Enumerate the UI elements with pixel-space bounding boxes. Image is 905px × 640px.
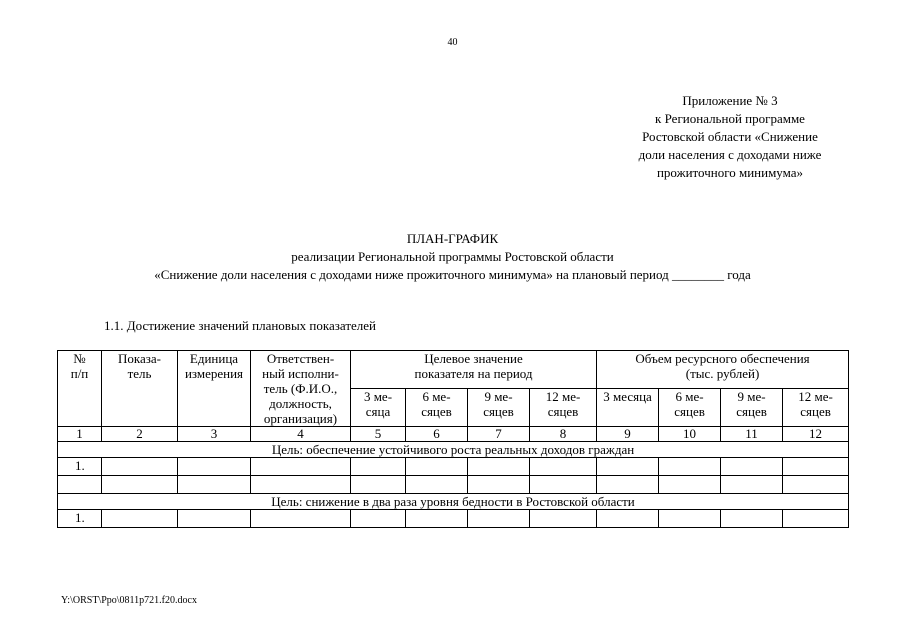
- column-number: 1: [58, 427, 102, 442]
- header-target-group: Целевое значение показателя на период: [351, 351, 597, 389]
- table-cell: [251, 476, 351, 494]
- header-responsible: Ответствен- ный исполни- тель (Ф.И.О., должность, организация): [251, 351, 351, 427]
- table-cell: [351, 510, 406, 528]
- table-cell: [721, 510, 783, 528]
- header-row: [58, 351, 849, 389]
- table-cell: [530, 458, 597, 476]
- header-resource-period: 9 ме- сяцев: [721, 389, 783, 427]
- table-cell: [783, 510, 849, 528]
- table-cell: [530, 510, 597, 528]
- column-number: 5: [351, 427, 406, 442]
- table-cell: [597, 476, 659, 494]
- column-number: 8: [530, 427, 597, 442]
- table-cell: [58, 476, 102, 494]
- header-num: № п/п: [58, 351, 102, 427]
- section-title: 1.1. Достижение значений плановых показателей: [104, 318, 377, 333]
- column-number: 10: [659, 427, 721, 442]
- column-number: 2: [102, 427, 178, 442]
- page-number: 40: [447, 37, 458, 48]
- appendix-line: Ростовской области «Снижение: [642, 129, 818, 144]
- appendix-line: прожиточного минимума»: [656, 165, 804, 180]
- column-number-row: [58, 427, 849, 442]
- table-cell: [178, 510, 251, 528]
- column-number: 12: [783, 427, 849, 442]
- table-cell: [783, 458, 849, 476]
- column-number: 11: [721, 427, 783, 442]
- table-row: [58, 510, 849, 528]
- column-number: 3: [178, 427, 251, 442]
- column-number: 6: [406, 427, 468, 442]
- table-cell: [659, 510, 721, 528]
- header-resource-period: 3 месяца: [597, 389, 659, 427]
- header-target-period: 9 ме- сяцев: [468, 389, 530, 427]
- appendix-line: доли населения с доходами ниже: [638, 147, 822, 162]
- table-cell: [406, 476, 468, 494]
- header-unit: Единица измерения: [178, 351, 251, 427]
- goal-row: [58, 494, 849, 510]
- appendix-line: Приложение № 3: [682, 93, 778, 108]
- table-cell: [178, 476, 251, 494]
- row-label: 1.: [58, 458, 102, 476]
- table-cell: [468, 476, 530, 494]
- appendix-note: [600, 92, 860, 182]
- table-cell: [102, 476, 178, 494]
- table-cell: [251, 458, 351, 476]
- header-resource-group: Объем ресурсного обеспечения (тыс. рублей): [597, 351, 849, 389]
- table-row: [58, 458, 849, 476]
- file-path-footer: Y:\ORST\Ppo\0811p721.f20.docx: [61, 595, 197, 606]
- table-cell: [406, 458, 468, 476]
- header-resource-period: 6 ме- сяцев: [659, 389, 721, 427]
- table-cell: [468, 458, 530, 476]
- column-number: 7: [468, 427, 530, 442]
- table-cell: [102, 510, 178, 528]
- table-cell: [597, 458, 659, 476]
- goal-row: [58, 442, 849, 458]
- document-title: [0, 230, 905, 284]
- table-cell: [102, 458, 178, 476]
- table-cell: [530, 476, 597, 494]
- table-cell: [251, 510, 351, 528]
- row-label: 1.: [58, 510, 102, 528]
- title-subline: реализации Региональной программы Ростовской области: [291, 249, 614, 264]
- table-cell: [721, 458, 783, 476]
- table-cell: [783, 476, 849, 494]
- header-resource-period: 12 ме- сяцев: [783, 389, 849, 427]
- table-cell: [597, 510, 659, 528]
- appendix-line: к Региональной программе: [655, 111, 805, 126]
- table-cell: [468, 510, 530, 528]
- table-cell: [351, 458, 406, 476]
- table-cell: [406, 510, 468, 528]
- goal-text: Цель: снижение в два раза уровня бедности в Ростовской области: [58, 494, 849, 510]
- header-target-period: 6 ме- сяцев: [406, 389, 468, 427]
- column-number: 9: [597, 427, 659, 442]
- table-cell: [659, 458, 721, 476]
- table-cell: [178, 458, 251, 476]
- table-cell: [659, 476, 721, 494]
- table-cell: [721, 476, 783, 494]
- column-number: 4: [251, 427, 351, 442]
- plan-table: [57, 350, 849, 528]
- title-subline: «Снижение доли населения с доходами ниже прожиточного минимума» на плановый период ________ года: [154, 267, 751, 282]
- header-target-period: 3 ме- сяца: [351, 389, 406, 427]
- table-cell: [351, 476, 406, 494]
- header-indicator: Показа- тель: [102, 351, 178, 427]
- header-target-period: 12 ме- сяцев: [530, 389, 597, 427]
- title-heading: ПЛАН-ГРАФИК: [406, 231, 499, 246]
- table-row: [58, 476, 849, 494]
- goal-text: Цель: обеспечение устойчивого роста реальных доходов граждан: [58, 442, 849, 458]
